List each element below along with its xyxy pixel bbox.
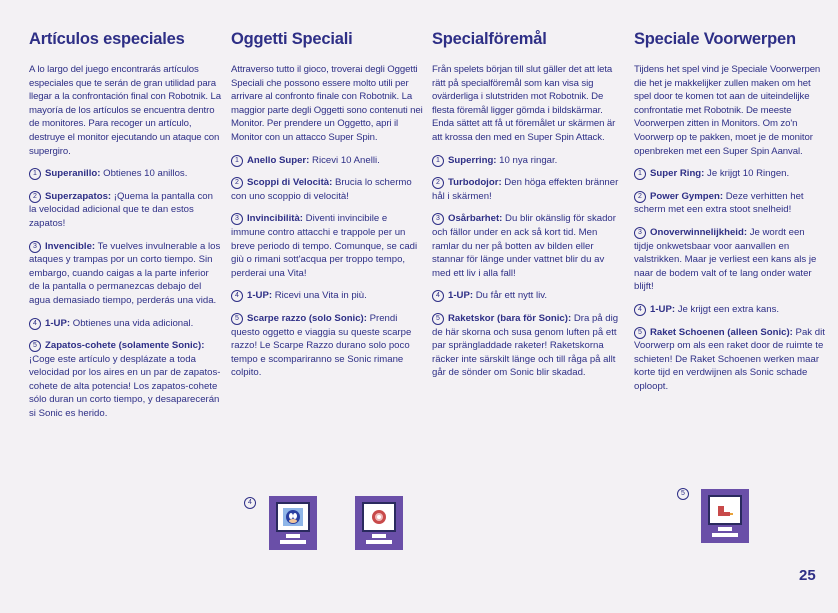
column-swedish: [432, 30, 624, 389]
item-4: [29, 317, 221, 331]
intro-paragraph: A lo largo del juego encontrarás artículos especiales que te serán de gran utilidad para llegar a la confrontación final con Robotnik. La mayoría de los artículos se encuentra dentro de monitores. Para recoger un artículo, destruye el monitor ejecutando un ataque con supergiro.: [29, 64, 221, 157]
item-name: Raketskor (bara för Sonic):: [448, 312, 572, 324]
item-name: Onoverwinnelijkheid:: [650, 226, 748, 238]
column-title: Specialföremål: [432, 30, 547, 48]
item-3: [29, 240, 221, 308]
item-text: Pak dit Voorwerp om als een raket door de ruimte te schieten! De Raket Schoenen werken maar korte tijd en verdwijnen als Sonic schade oploopt.: [634, 326, 825, 392]
item-text: Diventi invincibile e immune contro attacchi e trappole per un breve periodo di tempo. Comunque, se cadi giù o rimani sott'acqua per troppo tempo, perderai una Vita!: [231, 213, 418, 279]
item-number: 3: [432, 213, 444, 225]
column-title: Artículos especiales: [29, 30, 185, 48]
item-1: [634, 167, 826, 181]
item-text: Du får ett nytt liv.: [473, 290, 547, 302]
item-number: 2: [634, 191, 646, 203]
item-text: Deze verhitten het scherm met een extra stoot snelheid!: [634, 190, 804, 216]
item-text: Je wordt een tijdje onkwetsbaar voor aanvallen en valstrikken. Maar je verliest een kans als je naar de bodem valt of te lang onder water blijft!: [634, 226, 817, 293]
item-number: 1: [231, 155, 243, 167]
item-1: [231, 154, 423, 168]
item-name: 1-UP:: [247, 290, 273, 302]
column-dutch: [634, 30, 826, 402]
item-number: 2: [432, 177, 444, 189]
item-name: Scoppi di Velocità:: [247, 177, 333, 189]
item-number: 1: [29, 168, 41, 180]
item-name: Superring:: [448, 154, 497, 166]
1up-monitor-icon: [269, 496, 317, 550]
rocket-shoes-monitor-icon: [701, 489, 749, 543]
item-5: [29, 339, 221, 421]
item-1: [432, 154, 624, 168]
item-text: Obtienes 10 anillos.: [100, 168, 188, 180]
item-number: 4: [29, 318, 41, 330]
intro-paragraph: Tijdens het spel vind je Speciale Voorwerpen die het je makkelijker zullen maken om het spel door te komen tot aan de uiteindelijke confrontatie met Robotnik. De meeste Voorwerpen zitten in Monitors. Om zo'n Voorwerp op te pakken, moet je de monitor openbreken met een Super Spin Aanval.: [634, 64, 821, 157]
item-text: Te vuelves invulnerable a los ataques y trampas por un corto tiempo. Sin embargo, cuando caigas a la parte inferior de la pantalla o permanezcas debajo del agua demasiado tiempo, perderás una vida.: [29, 240, 221, 306]
figure-label-4: 4: [244, 497, 256, 509]
item-name: Superanillo:: [45, 168, 101, 180]
item-1: [29, 167, 221, 181]
item-number: 3: [231, 213, 243, 225]
column-spanish: [29, 30, 221, 430]
item-4: [231, 289, 423, 303]
item-name: Osårbarhet:: [448, 213, 503, 225]
figure-label-5: 5: [677, 488, 689, 500]
item-number: 2: [231, 177, 243, 189]
item-name: Invencible:: [45, 240, 96, 252]
item-number: 5: [29, 340, 41, 352]
item-text: 10 nya ringar.: [496, 154, 558, 166]
column-title: Speciale Voorwerpen: [634, 30, 796, 48]
item-number: 3: [634, 227, 646, 239]
item-4: [432, 289, 624, 303]
item-number: 2: [29, 191, 41, 203]
item-name: 1-UP:: [448, 290, 474, 302]
item-2: [634, 190, 826, 217]
item-text: Je krijgt 10 Ringen.: [704, 168, 790, 180]
item-3: [231, 212, 423, 280]
item-text: Obtienes una vida adicional.: [70, 317, 194, 329]
item-number: 4: [634, 304, 646, 316]
intro-paragraph: Attraverso tutto il gioco, troverai degli Oggetti Speciali che possono essere molto utili per arrivare al confronto finale con Robotnik. La maggior parte degli Oggetti sono contenuti nei Monitor. Per prendere un Oggetto, apri il Monitor con un attacco Super Spin.: [231, 64, 423, 143]
item-text: Je krijgt een extra kans.: [675, 303, 780, 315]
item-number: 5: [432, 313, 444, 325]
item-name: Invincibilità:: [247, 213, 303, 225]
item-5: [432, 312, 624, 380]
item-name: Raket Schoenen (alleen Sonic):: [650, 326, 793, 338]
item-number: 1: [432, 155, 444, 167]
item-3: [432, 212, 624, 280]
item-number: 4: [432, 290, 444, 302]
page-number: 25: [799, 567, 816, 584]
super-ring-monitor-icon: [355, 496, 403, 550]
item-number: 4: [231, 290, 243, 302]
sonic-face-icon: [282, 507, 304, 527]
item-name: 1-UP:: [45, 317, 71, 329]
item-number: 3: [29, 241, 41, 253]
item-2: [432, 176, 624, 203]
item-text: Ricevi una Vita in più.: [272, 290, 367, 302]
item-name: Zapatos-cohete (solamente Sonic):: [45, 340, 205, 352]
item-text: Den höga effekten bränner hål i skärmen!: [432, 177, 619, 202]
item-name: Super Ring:: [650, 168, 705, 180]
item-text: ¡Quema la pantalla con la velocidad adicional que te dan estos zapatos!: [29, 190, 213, 229]
ring-burst-icon: [368, 507, 390, 527]
rocket-shoe-icon: [714, 500, 736, 520]
item-4: [634, 303, 826, 317]
item-name: Turbodojor:: [448, 177, 502, 189]
item-name: Superzapatos:: [45, 190, 112, 202]
item-name: 1-UP:: [650, 303, 676, 315]
item-5: [634, 326, 826, 394]
item-text: Ricevi 10 Anelli.: [309, 154, 380, 166]
item-text: Dra på dig de här skorna och susa genom luften på ett par sprängladdade raketer! Raketskorna räcker inte särskilt länge och till råga på allt går de sönder om Sonic blir skadad.: [432, 312, 619, 379]
item-text: ¡Coge este artículo y desplázate a toda velocidad por los aires en un par de zapatos-cohete de alta potencia! Los zapatos-cohete sólo duran un corto tiempo, y desaparecerán si Sonic es herido.: [29, 353, 221, 420]
item-text: Du blir okänslig för skador och fällor under en ack så kort tid. Men ramlar du ner på botten av bilden eller stannar för länge under vattnet blir du av med ett liv i alla fall!: [432, 213, 616, 279]
item-number: 5: [634, 327, 646, 339]
item-2: [231, 176, 423, 203]
item-number: 5: [231, 313, 243, 325]
intro-paragraph: Från spelets början till slut gäller det att leta rätt på specialföremål som kan visa sig ovärderliga i slutstriden mot Robotnik. De flesta föremål ligger gömda i bildskärmar. Enda sättet att få ut föremålet ur skärmen är att krossa den med en Super Spin Attack.: [432, 64, 616, 143]
item-text: Prendi questo oggetto e viaggia su queste scarpe razzo! Le Scarpe Razzo durano solo poco tempo e scompariranno se Sonic rimane colpito.: [231, 312, 412, 379]
item-number: 1: [634, 168, 646, 180]
item-2: [29, 190, 221, 231]
item-text: Brucia lo schermo con uno scoppio di velocità!: [231, 177, 412, 202]
item-3: [634, 226, 826, 294]
item-5: [231, 312, 423, 380]
column-italian: [231, 30, 423, 389]
item-name: Scarpe razzo (solo Sonic):: [247, 312, 367, 324]
column-title: Oggetti Speciali: [231, 30, 353, 48]
item-name: Power Gympen:: [650, 190, 724, 202]
item-name: Anello Super:: [247, 154, 310, 166]
